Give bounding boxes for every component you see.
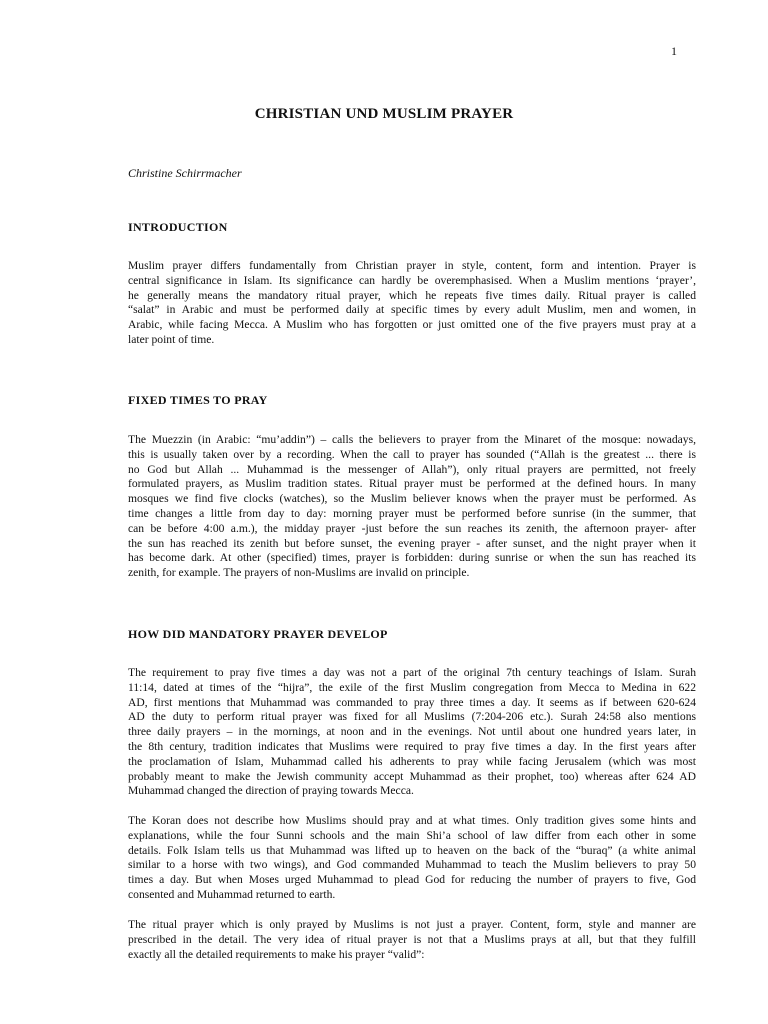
text-line: AD the duty to perform ritual prayer was fixed for all Muslims (7:204-206 etc.). Surah 24:58 also mentions: [128, 710, 696, 724]
text-line: The ritual prayer which is only prayed by Muslims is not just a prayer. Content, form, style and manner are: [128, 918, 696, 931]
text-line: zenith, for example. The prayers of non-Muslims are invalid on principle.: [128, 566, 470, 580]
text-line: the proclamation of Islam, Muhammad called his adherents to pray while facing Jerusalem (which was most: [128, 754, 696, 768]
text-line: prescribed in the detail. The very idea of ritual prayer is not that a Muslims prays at all, but that they fulfill: [128, 932, 696, 946]
text-line: no God but Allah ... Muhammad is the messenger of Allah”), only ritual prayers are permitted, not freely: [128, 462, 696, 476]
text-line: Muslim prayer differs fundamentally from Christian prayer in style, content, form and intention. Prayer is: [128, 259, 696, 272]
section-heading-introduction: INTRODUCTION: [128, 220, 228, 234]
text-line: details. Folk Islam tells us that Muhammad was lifted up to heaven on the back of the “buraq” (a white animal: [128, 843, 696, 857]
paragraph-mandatory-prayer-3: [128, 918, 696, 962]
paragraph-mandatory-prayer-2: [128, 814, 696, 903]
page-number: 1: [671, 44, 677, 58]
text-line: explanations, while the four Sunni schools and the main Shi’a school of law differ from each other in some: [128, 828, 696, 842]
text-line: Muhammad changed the direction of praying towards Mecca.: [128, 784, 414, 798]
text-line: similar to a horse with two wings), and God commanded Muhammad to teach the Muslim believers to pray 50: [128, 858, 696, 872]
paragraph-introduction: [128, 259, 696, 348]
text-line: can be before 4:00 a.m.), the midday prayer -just before the sun reaches its zenith, the afternoon prayer- after: [128, 521, 696, 535]
section-heading-mandatory-prayer: HOW DID MANDATORY PRAYER DEVELOP: [128, 627, 388, 641]
author-name: Christine Schirrmacher: [128, 166, 242, 180]
text-line: consented and Muhammad returned to earth.: [128, 887, 336, 901]
document-title: CHRISTIAN UND MUSLIM PRAYER: [254, 106, 514, 122]
text-line: The requirement to pray five times a day was not a part of the original 7th century teachings of Islam. Surah: [128, 666, 696, 679]
text-line: mosques we find five clocks (watches), so the Muslim believer knows when the prayer must be performed. As: [128, 492, 696, 506]
text-line: The Koran does not describe how Muslims should pray and at what times. Only tradition gives some hints and: [128, 814, 696, 827]
text-line: central significance in Islam. Its significance can hardly be overemphasised. When a Muslim mentions ‘prayer’,: [128, 273, 696, 287]
paragraph-fixed-times: [128, 433, 696, 581]
text-line: he generally means the mandatory ritual prayer, which he repeats five times daily. Ritual prayer is called: [128, 288, 696, 302]
text-line: the 8th century, tradition indicates that Muslims were required to pray five times a day. In the first years after: [128, 739, 696, 753]
text-line: this is usually taken over by a recording. When the call to prayer has sounded (“Allah is the greatest ... there is: [128, 447, 696, 461]
text-line: 11:14, dated at times of the “hijra”, the exile of the first Muslim congregation from Mecca to Medina in 622: [128, 680, 696, 694]
text-line: probably meant to make the Jewish community accept Muhammad as their prophet, too) whereas after 624 AD: [128, 769, 696, 783]
text-line: has become dark. At other (specified) times, prayer is forbidden: during sunrise or when the sun has reached its: [128, 551, 696, 565]
text-line: “salat” in Arabic and must be performed daily at specific times by every adult Muslim, men and women, in: [128, 303, 696, 317]
text-line: formulated prayers, as Muslim tradition states. Ritual prayer must be performed at the defined hours. In many: [128, 477, 696, 491]
text-line: three daily prayers – in the mornings, at noon and in the evenings. Not until about one hundred years later, in: [128, 725, 696, 739]
text-line: The Muezzin (in Arabic: “mu’addin”) – calls the believers to prayer from the Minaret of the mosque: nowadays,: [128, 433, 696, 446]
text-line: exactly all the detailed requirements to make his prayer “valid”:: [128, 947, 425, 961]
text-line: time changes a little from day to day: morning prayer must be performed before sunrise (in the summer, that: [128, 506, 696, 520]
text-line: the sun has reached its zenith but before sunset, the evening prayer - after sunset, and the night prayer when it: [128, 536, 696, 550]
text-line: AD, first mentions that Muhammad was commanded to pray three times a day. It seems as if between 620-624: [128, 695, 696, 709]
text-line: times a day. But when Moses urged Muhammad to plead God for reducing the number of prayers to five, God: [128, 873, 696, 887]
paragraph-mandatory-prayer-1: [128, 666, 696, 799]
section-heading-fixed-times: FIXED TIMES TO PRAY: [128, 393, 268, 407]
text-line: Arabic, while facing Mecca. A Muslim who has forgotten or just omitted one of the five prayers must pray at a: [128, 318, 696, 332]
text-line: later point of time.: [128, 332, 215, 346]
